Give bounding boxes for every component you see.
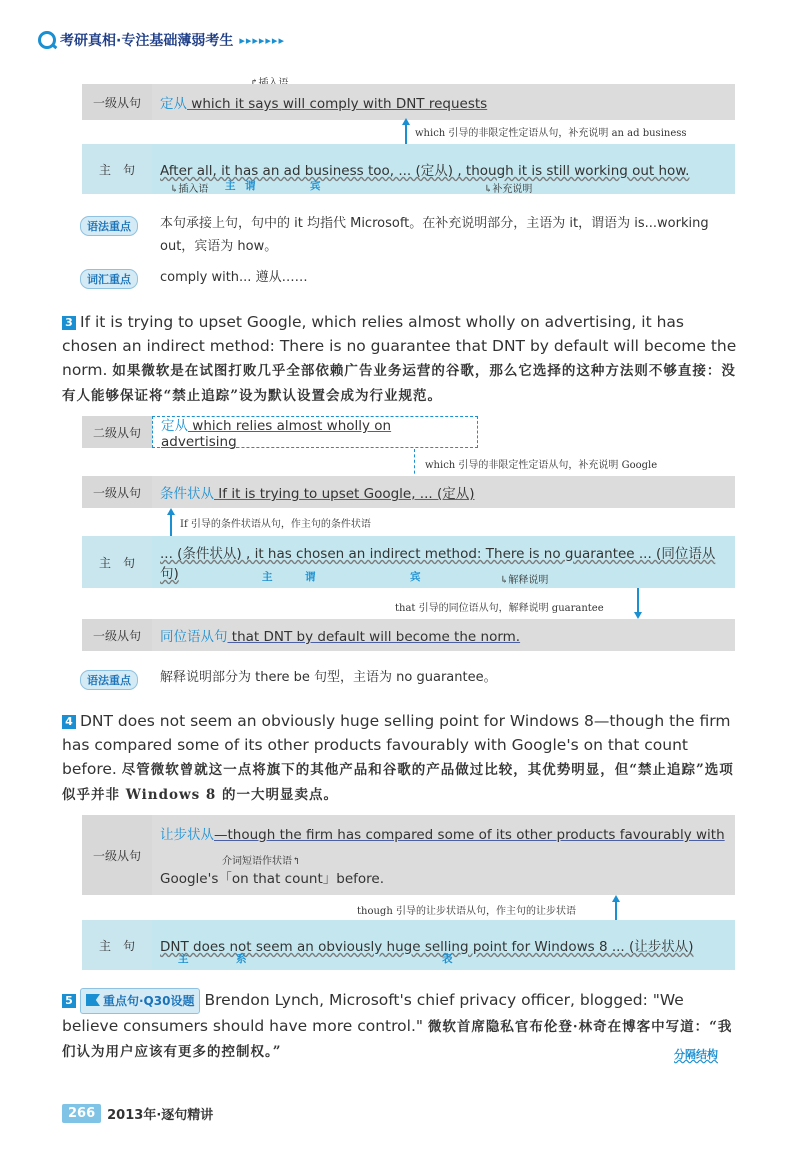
- grammar-tag: 语法重点: [80, 670, 138, 690]
- sentence-paragraph: [62, 709, 738, 807]
- brand-name: 考研真相: [60, 33, 116, 49]
- structure-link[interactable]: 分隔结构: [674, 1048, 718, 1061]
- row-label: 一级从句: [82, 476, 152, 508]
- grammar-note: 本句承接上句，句中的 it 均指代 Microsoft。在补充说明部分，主语为 it，谓语为 is...working out，宾语为 how。: [160, 216, 709, 254]
- clause-text: ... (条件状从) , it has chosen an indirect method: There is no guarantee ... (同位语从句): [160, 546, 716, 582]
- vocab-tag: 词汇重点: [80, 269, 138, 289]
- sentence-en: If it is trying to upset Google, which relies almost wholly on advertising, it has chosen an indirect method: There is no guarantee that DNT by default will become the norm.: [62, 313, 737, 379]
- role-predicate: 谓: [245, 180, 256, 192]
- clause-type: 定从: [161, 418, 188, 434]
- clause-text: If it is trying to upset Google, ... (定从): [214, 486, 475, 502]
- clause-text: which it says will comply with DNT requests: [187, 96, 488, 112]
- annotation-which: which 引导的非限定性定语从句，补充说明 an ad business: [415, 128, 687, 139]
- grammar-note: 解释说明部分为 there be 句型，主语为 no guarantee。: [160, 670, 497, 685]
- sentence-paragraph: [62, 310, 738, 408]
- vocab-note: comply with... 遵从……: [160, 270, 308, 285]
- clause-type: 定从: [160, 96, 187, 112]
- arrow-up-icon: [612, 895, 620, 902]
- role-linking: 系: [236, 953, 247, 965]
- sentence-paragraph: [62, 988, 738, 1064]
- analysis-row: [82, 84, 735, 120]
- arrow-up-icon: [402, 118, 410, 125]
- annotation-explain: ↳解释说明: [500, 575, 549, 586]
- page-footer: [62, 1104, 213, 1123]
- grammar-tag: 语法重点: [80, 216, 138, 236]
- annotation-prep: 介词短语作状语↰: [222, 856, 301, 867]
- annotation-though: though 引导的让步状语从句，作主句的让步状语: [357, 906, 576, 917]
- clause-type: 同位语从句: [160, 629, 228, 645]
- clause-type: 让步状从: [160, 827, 214, 843]
- clause-text: After all, it has an ad business too, ... (定从) , though it is still working out how.: [160, 163, 690, 179]
- sentence-cn: 尽管微软曾就这一点将旗下的其他产品和谷歌的产品做过比较，其优势明显，但“禁止追踪”选项似乎并非 Windows 8 的一大明显卖点。: [62, 762, 734, 803]
- sentence-en: DNT does not seem an obviously huge selling point for Windows 8—though the firm has compared some of its other products favourably with Google's on that count before.: [62, 712, 731, 778]
- row-label: 主 句: [82, 144, 152, 194]
- clause-text: —though the firm has compared some of its other products favourably with: [214, 827, 725, 843]
- clause-type: 条件状从: [160, 486, 214, 502]
- annotation-supp: ↳补充说明: [484, 184, 533, 195]
- analysis-row: [82, 619, 735, 651]
- brand-slogan: ·专注基础薄弱考生: [116, 33, 234, 49]
- row-label: 一级从句: [82, 815, 152, 895]
- role-object: 宾: [310, 180, 321, 192]
- flag-icon: [86, 994, 100, 1006]
- sentence-number: 4: [62, 715, 76, 729]
- row-label: 二级从句: [82, 416, 152, 448]
- annotation-which: which 引导的非限定性定语从句，补充说明 Google: [425, 460, 658, 471]
- role-subject: 主: [262, 571, 273, 583]
- key-sentence-badge: 重点句·Q30设题: [80, 988, 200, 1014]
- sentence-cn: 微软首席隐私官布伦登·林奇在博客中写道：“我们认为用户应该有更多的控制权。”: [62, 1019, 733, 1060]
- page-header: [38, 30, 285, 50]
- role-subject: 主: [225, 180, 236, 192]
- analysis-row: [82, 476, 735, 508]
- sentence-cn: 如果微软是在试图打败几乎全部依赖广告业务运营的谷歌，那么它选择的这种方法则不够直接：没有人能够保证将“禁止追踪”设为默认设置会成为行业规范。: [62, 363, 736, 404]
- page-number: 266: [62, 1104, 101, 1123]
- sentence-number: 5: [62, 994, 76, 1008]
- analysis-row: [82, 536, 735, 588]
- role-predicative: 表: [442, 953, 453, 965]
- clause-text: DNT does not seem an obviously huge selling point for Windows 8 ... (让步状从): [160, 939, 694, 955]
- clause-text: which relies almost wholly on advertising: [161, 418, 392, 450]
- analysis-row: [82, 416, 735, 448]
- annotation-that: that 引导的同位语从句，解释说明 guarantee: [395, 603, 604, 614]
- clause-text-cont: Google's「on that count」before.: [160, 871, 384, 887]
- footer-title: 2013年·逐句精讲: [107, 1108, 214, 1123]
- annotation-insert: ↳插入语: [170, 184, 209, 195]
- sentence-en: Brendon Lynch, Microsoft's chief privacy officer, blogged: "We believe consumers should have more control.": [62, 991, 684, 1035]
- row-label: 一级从句: [82, 84, 152, 120]
- chevron-right-icon: ▸▸▸▸▸▸▸: [239, 33, 285, 47]
- search-logo-icon: [38, 31, 56, 49]
- clause-text: that DNT by default will become the norm.: [227, 629, 521, 645]
- row-label: 主 句: [82, 920, 152, 970]
- role-subject: 主: [178, 953, 189, 965]
- row-label: 一级从句: [82, 619, 152, 651]
- arrow-down-icon: [634, 612, 642, 619]
- sentence-number: 3: [62, 316, 76, 330]
- annotation-if: If 引导的条件状语从句，作主句的条件状语: [180, 519, 371, 530]
- role-predicate: 谓: [305, 571, 316, 583]
- role-object: 宾: [410, 571, 421, 583]
- row-label: 主 句: [82, 536, 152, 588]
- arrow-up-icon: [167, 508, 175, 515]
- analysis-row: [82, 815, 735, 895]
